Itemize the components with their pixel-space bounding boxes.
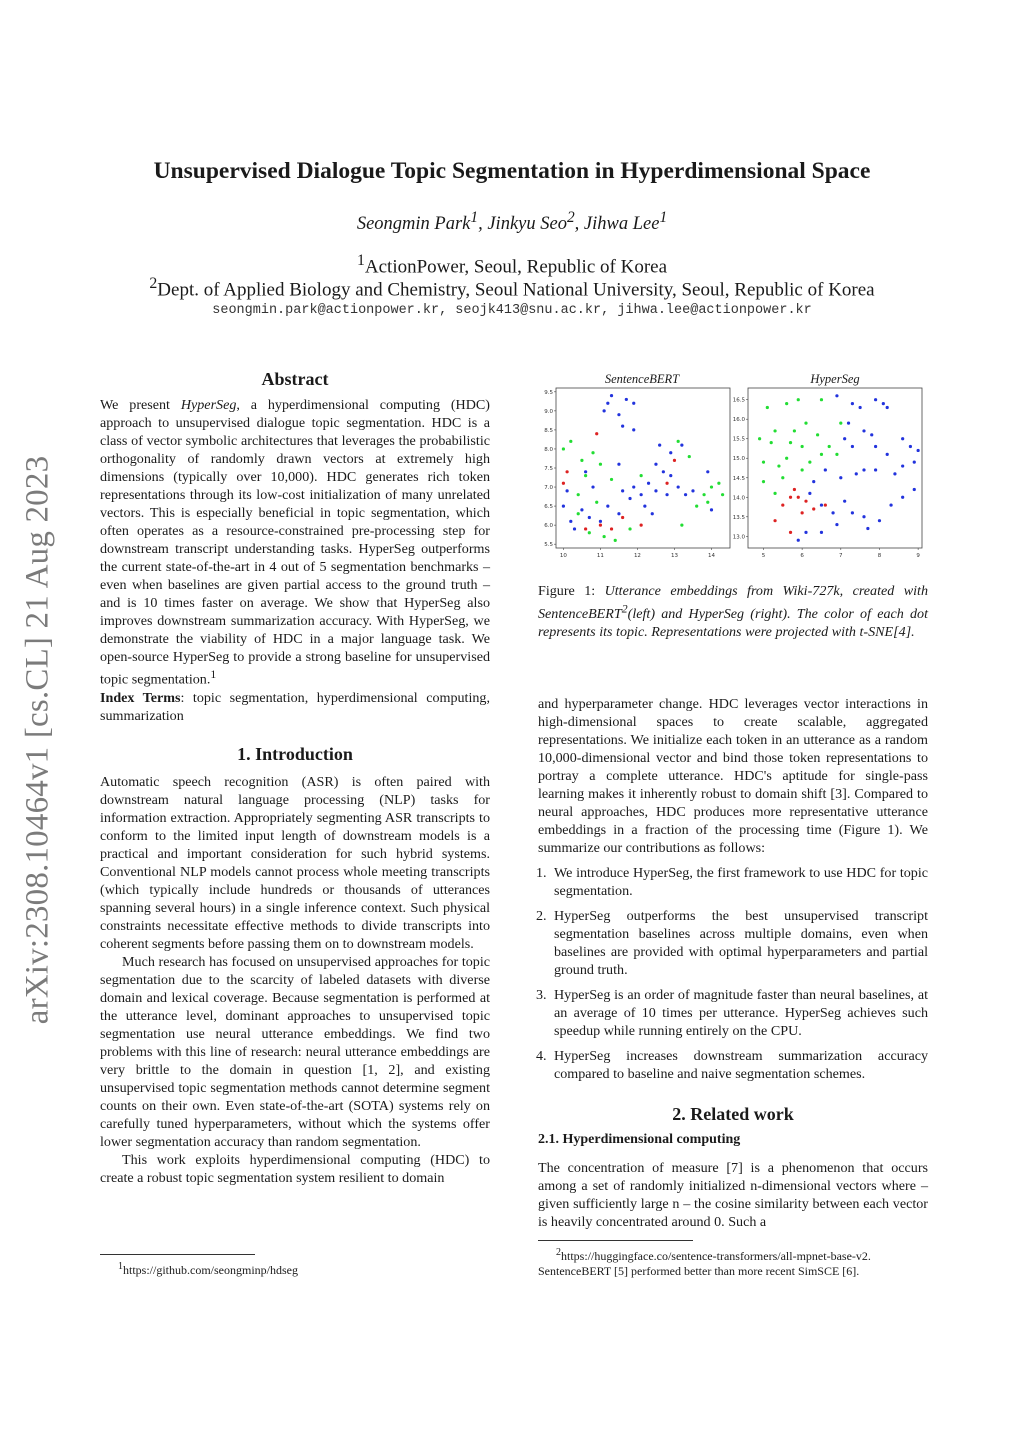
data-point bbox=[781, 476, 784, 479]
hyperseg-name: HyperSeg bbox=[180, 397, 237, 413]
data-point bbox=[584, 527, 587, 530]
data-point bbox=[793, 429, 796, 432]
data-point bbox=[862, 515, 865, 518]
data-point bbox=[606, 402, 609, 405]
data-point bbox=[569, 520, 572, 523]
plot-frame bbox=[748, 388, 922, 548]
data-point bbox=[577, 493, 580, 496]
x-tick-label: 9 bbox=[916, 553, 920, 559]
data-point bbox=[816, 433, 819, 436]
data-point bbox=[614, 539, 617, 542]
arxiv-side-stamp: arXiv:2308.10464v1 [cs.CL] 21 Aug 2023 bbox=[19, 455, 56, 1025]
data-point bbox=[859, 406, 862, 409]
data-point bbox=[913, 461, 916, 464]
data-point bbox=[917, 449, 920, 452]
data-point bbox=[669, 474, 672, 477]
data-point bbox=[595, 432, 598, 435]
data-point bbox=[789, 531, 792, 534]
data-point bbox=[843, 500, 846, 503]
data-point bbox=[606, 504, 609, 507]
data-point bbox=[801, 445, 804, 448]
y-tick-label: 14.0 bbox=[732, 495, 745, 502]
x-tick-label: 7 bbox=[839, 553, 843, 559]
y-tick-label: 9.5 bbox=[544, 389, 553, 396]
caption-text: Utterance embeddings from Wiki-727k, created with SentenceBERT bbox=[538, 583, 929, 622]
x-tick-label: 5 bbox=[761, 553, 766, 559]
data-point bbox=[804, 422, 807, 425]
data-point bbox=[773, 492, 776, 495]
data-point bbox=[820, 531, 823, 534]
data-point bbox=[812, 507, 815, 510]
data-point bbox=[640, 493, 643, 496]
related-paragraph: The concentration of measure [7] is a phenomenon that occurs among a set of randomly initialized n-dimensional vectors where – given sufficiently large n – the cosine similarity between each vector is heavily concentrated around 0. Such a bbox=[538, 1160, 928, 1230]
data-point bbox=[889, 503, 892, 506]
y-tick-label: 15.5 bbox=[732, 436, 745, 443]
data-point bbox=[628, 497, 631, 500]
y-tick-label: 5.5 bbox=[544, 542, 553, 549]
intro-paragraph-4: and hyperparameter change. HDC leverages vector interactions in high-dimensional spaces to create scalable, aggregated representations. We initialize each token in an utterance as a random 10,000-dimensional vector and bind those token representations to portray a complete utterance. HDC's aptitude for single-pass learning makes it inherently robust to domain shift [3]. Compared to neural approaches, HDC produces more representative utterance embeddings in a fraction of the processing time (Figure 1). We summarize our contributions as follows: bbox=[538, 696, 928, 856]
intro-paragraph-1: Automatic speech recognition (ASR) is often paired with downstream natural language processing (NLP) tasks for information extraction. Appropriately segmenting ASR transcripts to conform to the limited input length of downstream models is a practical and important consideration for such hybrid systems. Conventional NLP models cannot process whole meeting transcripts (which typically include hundreds or thousands of utterances spanning several hours) in a single inference context. Such physical constraints necessitate effective methods to divide transcripts into coherent segments before passing them on to downstream models. bbox=[100, 773, 490, 952]
data-point bbox=[878, 519, 881, 522]
data-point bbox=[831, 511, 834, 514]
footnote-1 bbox=[118, 1259, 488, 1278]
index-terms-text: : topic segmentation, hyperdimensional computing, summarization bbox=[100, 689, 490, 724]
data-point bbox=[835, 453, 838, 456]
data-point bbox=[628, 527, 631, 530]
author-list: Seongmin Park$^1$, Jinkyu Seo$^2$, Jihwa Lee$^1$ bbox=[356, 209, 668, 235]
data-point bbox=[569, 440, 572, 443]
data-point bbox=[913, 488, 916, 491]
data-point bbox=[706, 470, 709, 473]
data-point bbox=[901, 496, 904, 499]
data-point bbox=[621, 424, 624, 427]
affil-mark: 1 bbox=[356, 252, 365, 269]
data-point bbox=[762, 480, 765, 483]
data-point bbox=[721, 493, 724, 496]
data-point bbox=[893, 472, 896, 475]
y-tick-label: 8.5 bbox=[544, 427, 553, 434]
data-point bbox=[603, 535, 606, 538]
data-point bbox=[599, 463, 602, 466]
data-point bbox=[695, 504, 698, 507]
subsection-heading: 2.1. Hyperdimensional computing bbox=[538, 1132, 741, 1147]
plot-title-left: SentenceBERT bbox=[604, 372, 680, 386]
list-number: 1. bbox=[536, 865, 547, 881]
data-point bbox=[610, 394, 613, 397]
data-point bbox=[599, 524, 602, 527]
data-point bbox=[577, 512, 580, 515]
data-point bbox=[843, 437, 846, 440]
data-point bbox=[684, 493, 687, 496]
author-affil-mark: 1 bbox=[470, 209, 479, 226]
data-point bbox=[617, 512, 620, 515]
data-point bbox=[766, 406, 769, 409]
data-point bbox=[588, 516, 591, 519]
data-point bbox=[680, 444, 683, 447]
data-point bbox=[851, 511, 854, 514]
data-point bbox=[595, 501, 598, 504]
right-column bbox=[538, 695, 928, 1231]
data-point bbox=[839, 422, 842, 425]
data-point bbox=[851, 445, 854, 448]
data-point bbox=[677, 485, 680, 488]
plot-title-right: HyperSeg bbox=[810, 372, 860, 386]
caption-label: Figure 1: bbox=[538, 583, 605, 599]
data-point bbox=[874, 445, 877, 448]
data-point bbox=[562, 482, 565, 485]
related-work-heading: 2. Related work bbox=[672, 1104, 794, 1124]
contribution-list bbox=[538, 864, 928, 1083]
data-point bbox=[882, 402, 885, 405]
affil-text: ActionPower, Seoul, Republic of Korea bbox=[364, 256, 668, 278]
data-point bbox=[851, 402, 854, 405]
data-point bbox=[789, 441, 792, 444]
data-point bbox=[680, 524, 683, 527]
affil-text: Dept. of Applied Biology and Chemistry, Seoul National University, Seoul, Republic of Korea bbox=[157, 279, 875, 301]
data-point bbox=[580, 508, 583, 511]
data-point bbox=[677, 440, 680, 443]
list-item bbox=[538, 864, 928, 900]
data-point bbox=[828, 445, 831, 448]
x-tick-label: 10 bbox=[559, 553, 567, 559]
index-terms bbox=[100, 689, 490, 725]
data-point bbox=[651, 512, 654, 515]
data-point bbox=[643, 504, 646, 507]
data-point bbox=[654, 463, 657, 466]
data-point bbox=[812, 480, 815, 483]
data-point bbox=[588, 531, 591, 534]
footnote-rule bbox=[100, 1254, 255, 1255]
data-point bbox=[573, 527, 576, 530]
author-emails: seongmin.park@actionpower.kr, seojk413@snu.ac.kr, jihwa.lee@actionpower.kr bbox=[212, 303, 812, 318]
footnote-mark: 2 bbox=[621, 602, 628, 615]
data-point bbox=[855, 472, 858, 475]
data-point bbox=[617, 463, 620, 466]
list-text: HyperSeg outperforms the best unsupervised transcript segmentation baselines across multiple domains, even when baselines are provided with optimal hyperparameters and partial ground truth. bbox=[554, 908, 928, 978]
data-point bbox=[797, 496, 800, 499]
data-point bbox=[710, 485, 713, 488]
data-point bbox=[801, 468, 804, 471]
data-point bbox=[801, 511, 804, 514]
caption-text: (left) and HyperSeg (right). The color of each dot represents its topic. Representations were projected with t-SNE[4]. bbox=[538, 605, 928, 640]
data-point bbox=[835, 394, 838, 397]
data-point bbox=[625, 398, 628, 401]
data-point bbox=[797, 398, 800, 401]
data-point bbox=[886, 406, 889, 409]
list-number: 4. bbox=[536, 1048, 547, 1064]
data-point bbox=[591, 451, 594, 454]
data-point bbox=[640, 524, 643, 527]
data-point bbox=[808, 461, 811, 464]
plot-frame bbox=[556, 388, 730, 548]
x-tick-label: 14 bbox=[707, 553, 715, 559]
list-text: HyperSeg increases downstream summarization accuracy compared to baseline and naive segmentation schemes. bbox=[554, 1048, 928, 1082]
data-point bbox=[610, 478, 613, 481]
footnote-2 bbox=[538, 1245, 928, 1279]
y-tick-label: 7.5 bbox=[544, 466, 553, 472]
y-tick-label: 6.0 bbox=[544, 523, 553, 530]
paper-title: Unsupervised Dialogue Topic Segmentation in Hyperdimensional Space bbox=[153, 158, 871, 184]
data-point bbox=[562, 504, 565, 507]
data-point bbox=[691, 489, 694, 492]
data-point bbox=[566, 470, 569, 473]
data-point bbox=[599, 520, 602, 523]
data-point bbox=[862, 429, 865, 432]
data-point bbox=[665, 493, 668, 496]
data-point bbox=[901, 437, 904, 440]
footnote-mark: 2 bbox=[556, 1247, 561, 1258]
data-point bbox=[632, 485, 635, 488]
data-point bbox=[785, 457, 788, 460]
y-tick-label: 8.0 bbox=[544, 446, 553, 453]
data-point bbox=[632, 402, 635, 405]
y-tick-label: 15.0 bbox=[732, 456, 745, 463]
data-point bbox=[706, 501, 709, 504]
x-tick-label: 8 bbox=[877, 553, 882, 559]
left-column bbox=[100, 370, 490, 1187]
y-tick-label: 7.0 bbox=[544, 485, 553, 492]
data-point bbox=[710, 508, 713, 511]
list-item bbox=[538, 907, 928, 979]
data-point bbox=[658, 444, 661, 447]
hyperseg-scatter-plot bbox=[730, 386, 926, 566]
footnote-mark: 1 bbox=[210, 668, 217, 681]
data-point bbox=[862, 468, 865, 471]
data-point bbox=[793, 488, 796, 491]
data-point bbox=[762, 461, 765, 464]
data-point bbox=[839, 476, 842, 479]
data-point bbox=[584, 474, 587, 477]
y-tick-label: 6.5 bbox=[544, 504, 553, 511]
list-number: 2. bbox=[536, 908, 547, 924]
data-point bbox=[702, 493, 705, 496]
data-point bbox=[909, 445, 912, 448]
data-point bbox=[773, 519, 776, 522]
list-item bbox=[538, 1047, 928, 1083]
data-point bbox=[804, 500, 807, 503]
index-terms-label: Index Terms bbox=[100, 689, 181, 706]
list-text: We introduce HyperSeg, the first framework to use HDC for topic segmentation. bbox=[554, 865, 928, 899]
data-point bbox=[866, 527, 869, 530]
data-point bbox=[610, 527, 613, 530]
data-point bbox=[603, 409, 606, 412]
abstract-text: , a hyperdimensional computing (HDC) approach to unsupervised dialogue topic segmentation. HDC is a class of vector symbolic architectures that leverages the probabilistic orthogonality of randomly drawn vectors at extremely high dimensions (typically over 10,000). HDC generates rich token representations through its low-cost initialization of many unrelated vectors. This is especially beneficial in topic segmentation, which often operates as a resource-constrained pre-processing step for downstream transcript understanding tasks. HyperSeg outperforms the current state-of-the-art in 4 out of 5 segmentation benchmarks – even when baselines are given partial access to the ground truth – and is 10 times faster on average. We show that HyperSeg also improves downstream summarization accuracy. With HyperSeg, we demonstrate the viability of HDC in a major language task. We open-source HyperSeg to provide a strong baseline for unsupervised topic segmentation. bbox=[100, 397, 490, 688]
data-point bbox=[770, 441, 773, 444]
data-point bbox=[785, 402, 788, 405]
data-point bbox=[673, 459, 676, 462]
data-point bbox=[584, 470, 587, 473]
data-point bbox=[580, 459, 583, 462]
data-point bbox=[758, 437, 761, 440]
data-point bbox=[804, 531, 807, 534]
data-point bbox=[847, 422, 850, 425]
data-point bbox=[665, 482, 668, 485]
y-tick-label: 13.5 bbox=[732, 514, 745, 521]
data-point bbox=[901, 464, 904, 467]
y-tick-label: 14.5 bbox=[732, 475, 745, 482]
data-point bbox=[562, 447, 565, 450]
abstract-heading: Abstract bbox=[261, 369, 329, 389]
data-point bbox=[647, 482, 650, 485]
data-point bbox=[824, 468, 827, 471]
data-point bbox=[591, 485, 594, 488]
author-name: Jinkyu Seo bbox=[487, 214, 567, 235]
figure-caption bbox=[538, 582, 928, 641]
data-point bbox=[777, 464, 780, 467]
data-point bbox=[662, 470, 665, 473]
intro-paragraph-2: Much research has focused on unsupervised approaches for topic segmentation due to the scarcity of labeled datasets with diverse domain and lexical coverage. Because segmentation is performed at the utterance level, dominant approaches to unsupervised topic segmentation use neural utterance embeddings. We find two problems with this line of research: neural utterance embeddings are very brittle to the domain in question [1, 2], and existing unsupervised topic segmentation methods cannot determine segment counts on their own. Even state-of-the-art (SOTA) systems rely on carefully tuned hyperparameters, without which the systems offer lower segmentation accuracy than random segmentation. bbox=[100, 953, 490, 1150]
data-point bbox=[669, 451, 672, 454]
list-text: HyperSeg is an order of magnitude faster than neural baselines, at an average of 10 times per utterance. HyperSeg achieves such speedup while running entirely on the CPU. bbox=[554, 987, 928, 1039]
data-point bbox=[632, 428, 635, 431]
data-point bbox=[566, 489, 569, 492]
data-point bbox=[797, 539, 800, 542]
data-point bbox=[886, 453, 889, 456]
data-point bbox=[717, 482, 720, 485]
author-affil-mark: 1 bbox=[659, 209, 668, 226]
author-name: Seongmin Park bbox=[356, 214, 471, 235]
data-point bbox=[870, 433, 873, 436]
x-tick-label: 13 bbox=[670, 553, 678, 559]
intro-paragraph-3: This work exploits hyperdimensional computing (HDC) to create a robust topic segmentation system resilient to domain bbox=[100, 1151, 490, 1186]
list-number: 3. bbox=[536, 987, 547, 1003]
data-point bbox=[654, 489, 657, 492]
data-point bbox=[820, 503, 823, 506]
data-point bbox=[824, 503, 827, 506]
data-point bbox=[820, 453, 823, 456]
footnote-link: https://github.com/seongminp/hdseg bbox=[123, 1263, 298, 1277]
data-point bbox=[835, 523, 838, 526]
data-point bbox=[874, 398, 877, 401]
x-tick-label: 11 bbox=[596, 553, 604, 559]
data-point bbox=[808, 492, 811, 495]
author-affil-mark: 2 bbox=[566, 209, 575, 226]
data-point bbox=[820, 398, 823, 401]
footnote-mark: 1 bbox=[118, 1261, 123, 1272]
data-point bbox=[781, 503, 784, 506]
affil-mark: 2 bbox=[149, 275, 158, 292]
intro-heading: 1. Introduction bbox=[237, 743, 353, 764]
footnote-rule bbox=[538, 1240, 693, 1241]
data-point bbox=[617, 413, 620, 416]
abstract-text: We present bbox=[100, 397, 181, 413]
data-point bbox=[874, 468, 877, 471]
y-tick-label: 16.5 bbox=[732, 397, 745, 404]
data-point bbox=[621, 516, 624, 519]
data-point bbox=[688, 455, 691, 458]
author-name: Jihwa Lee bbox=[583, 214, 660, 235]
y-tick-label: 9.0 bbox=[544, 408, 553, 415]
data-point bbox=[640, 474, 643, 477]
data-point bbox=[789, 496, 792, 499]
sentencebert-scatter-plot bbox=[538, 386, 734, 566]
y-tick-label: 13.0 bbox=[732, 534, 745, 541]
abstract-body bbox=[100, 396, 490, 689]
data-point bbox=[773, 429, 776, 432]
data-point bbox=[621, 489, 624, 492]
affiliation-2 bbox=[0, 275, 1024, 301]
footnote-text: https://huggingface.co/sentence-transformers/all-mpnet-base-v2. SentenceBERT [5] performed better than more recent SimSCE [6]. bbox=[538, 1249, 871, 1278]
list-item bbox=[538, 986, 928, 1040]
x-tick-label: 12 bbox=[633, 553, 641, 559]
x-tick-label: 6 bbox=[800, 553, 804, 559]
y-tick-label: 16.0 bbox=[732, 417, 745, 424]
